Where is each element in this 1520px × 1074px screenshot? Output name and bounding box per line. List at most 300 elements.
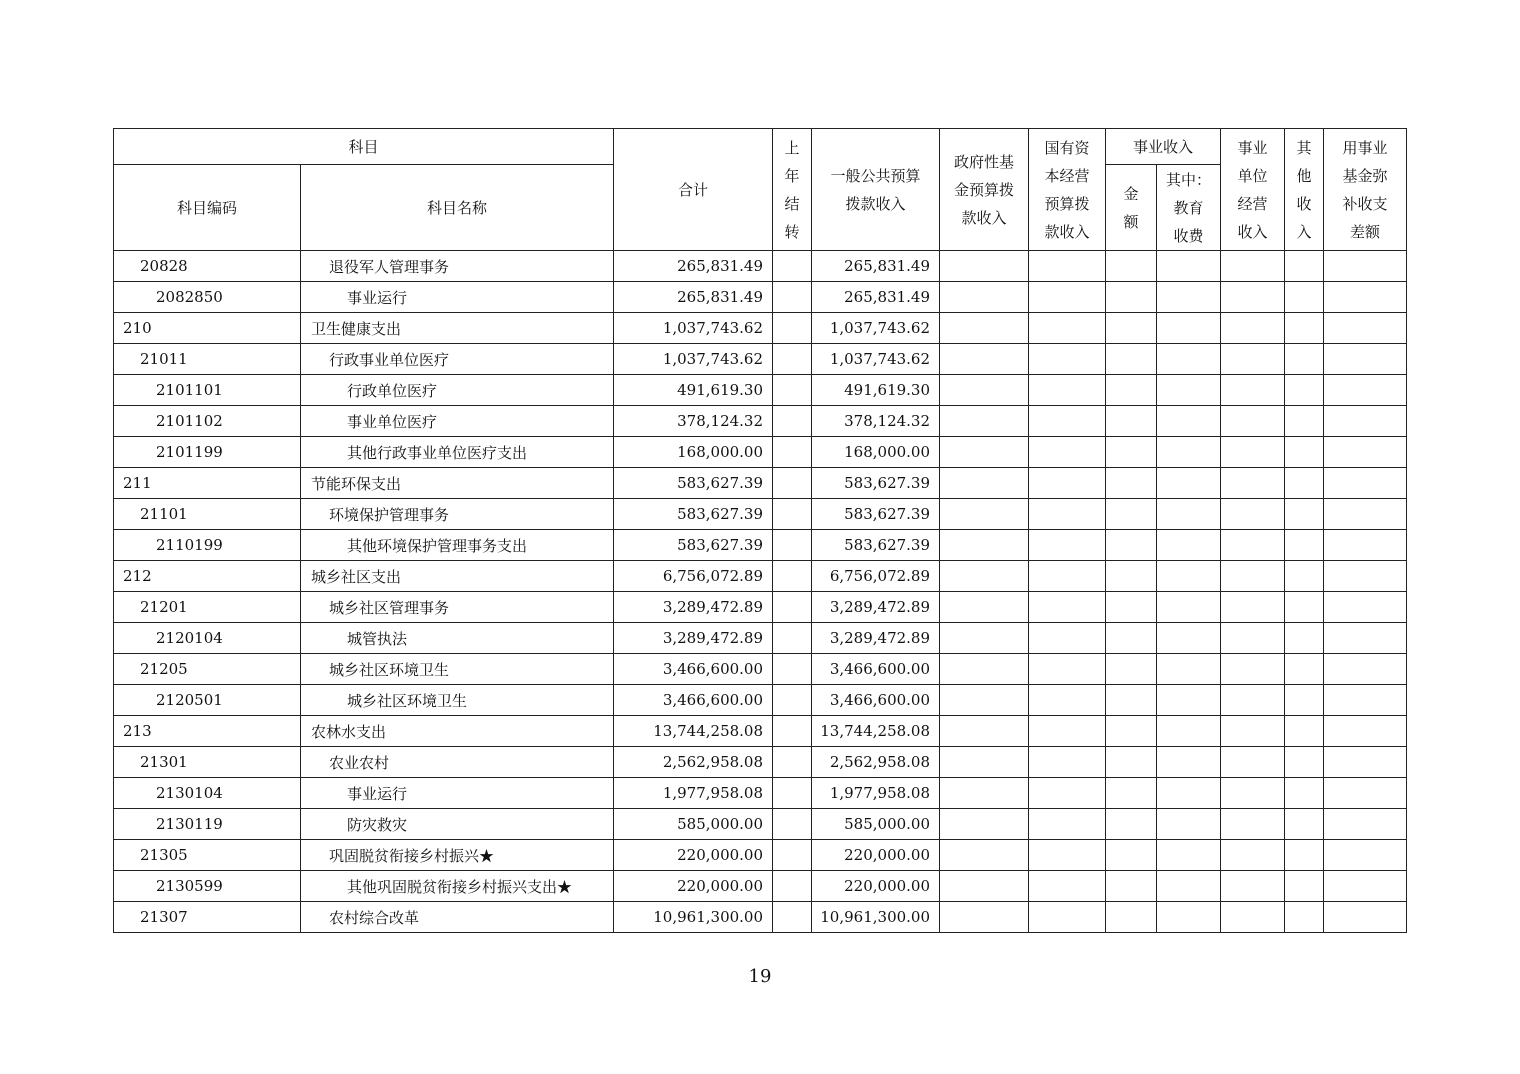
cell-total: 265,831.49 (614, 251, 773, 282)
header-amount (1106, 165, 1157, 251)
cell-other-income (1285, 251, 1324, 282)
cell-other-income (1285, 561, 1324, 592)
cell-general-budget: 378,124.32 (812, 406, 940, 437)
cell-state-capital (1029, 592, 1106, 623)
cell-business-amount (1106, 685, 1157, 716)
cell-subject-name: 行政单位医疗 (301, 375, 614, 406)
cell-general-budget: 10,961,300.00 (812, 902, 940, 933)
header-general-budget-line: 拨款收入 (845, 194, 906, 213)
cell-fund-balance (1324, 623, 1407, 654)
cell-operating-income (1221, 685, 1285, 716)
header-operating-income (1221, 129, 1285, 251)
page-number: 19 (748, 966, 772, 987)
header-subject-name: 科目名称 (301, 165, 614, 251)
cell-business-amount (1106, 282, 1157, 313)
table-body (114, 251, 1407, 933)
table-row (114, 561, 1407, 592)
header-edu-fee-line: 收费 (1173, 226, 1204, 245)
cell-general-budget: 491,619.30 (812, 375, 940, 406)
cell-general-budget: 220,000.00 (812, 840, 940, 871)
cell-state-capital (1029, 809, 1106, 840)
table-row (114, 406, 1407, 437)
cell-total: 583,627.39 (614, 468, 773, 499)
cell-subject-code: 2101101 (114, 375, 301, 406)
cell-other-income (1285, 809, 1324, 840)
cell-business-amount (1106, 375, 1157, 406)
cell-operating-income (1221, 344, 1285, 375)
cell-subject-code: 2130599 (114, 871, 301, 902)
cell-state-capital (1029, 251, 1106, 282)
cell-general-budget: 220,000.00 (812, 871, 940, 902)
cell-state-capital (1029, 468, 1106, 499)
cell-gov-fund (940, 282, 1029, 313)
table-row (114, 592, 1407, 623)
cell-operating-income (1221, 437, 1285, 468)
cell-edu-fee (1157, 716, 1221, 747)
cell-carryover (773, 716, 812, 747)
cell-business-amount (1106, 871, 1157, 902)
cell-fund-balance (1324, 747, 1407, 778)
table-row (114, 344, 1407, 375)
cell-gov-fund (940, 716, 1029, 747)
cell-edu-fee (1157, 685, 1221, 716)
header-fund-balance-line: 用事业 (1342, 138, 1388, 157)
cell-other-income (1285, 654, 1324, 685)
header-subject: 科目 (114, 129, 614, 165)
cell-state-capital (1029, 344, 1106, 375)
header-state-capital-line: 本经营 (1044, 166, 1090, 185)
cell-subject-code: 21201 (114, 592, 301, 623)
cell-other-income (1285, 871, 1324, 902)
cell-gov-fund (940, 251, 1029, 282)
cell-fund-balance (1324, 778, 1407, 809)
header-operating-line: 单位 (1237, 166, 1268, 185)
cell-edu-fee (1157, 406, 1221, 437)
cell-subject-name: 城乡社区环境卫生 (301, 685, 614, 716)
cell-fund-balance (1324, 871, 1407, 902)
cell-business-amount (1106, 747, 1157, 778)
cell-edu-fee (1157, 654, 1221, 685)
cell-total: 3,289,472.89 (614, 592, 773, 623)
cell-fund-balance (1324, 654, 1407, 685)
cell-subject-code: 212 (114, 561, 301, 592)
cell-state-capital (1029, 499, 1106, 530)
header-state-capital-line: 预算拨 (1044, 194, 1090, 213)
cell-operating-income (1221, 592, 1285, 623)
cell-total: 13,744,258.08 (614, 716, 773, 747)
cell-state-capital (1029, 375, 1106, 406)
cell-subject-name: 农林水支出 (301, 716, 614, 747)
cell-edu-fee (1157, 375, 1221, 406)
cell-edu-fee (1157, 344, 1221, 375)
cell-total: 3,466,600.00 (614, 654, 773, 685)
cell-fund-balance (1324, 468, 1407, 499)
header-gov-fund (940, 129, 1029, 251)
cell-state-capital (1029, 902, 1106, 933)
cell-total: 220,000.00 (614, 840, 773, 871)
cell-other-income (1285, 778, 1324, 809)
cell-edu-fee (1157, 437, 1221, 468)
cell-carryover (773, 623, 812, 654)
table-row (114, 437, 1407, 468)
cell-edu-fee (1157, 902, 1221, 933)
cell-gov-fund (940, 623, 1029, 654)
table-row (114, 313, 1407, 344)
cell-general-budget: 3,466,600.00 (812, 654, 940, 685)
cell-subject-code: 211 (114, 468, 301, 499)
cell-general-budget: 583,627.39 (812, 468, 940, 499)
cell-operating-income (1221, 499, 1285, 530)
cell-carryover (773, 437, 812, 468)
cell-gov-fund (940, 747, 1029, 778)
cell-total: 3,466,600.00 (614, 685, 773, 716)
cell-general-budget: 3,289,472.89 (812, 623, 940, 654)
cell-total: 220,000.00 (614, 871, 773, 902)
table-row (114, 716, 1407, 747)
cell-operating-income (1221, 809, 1285, 840)
cell-gov-fund (940, 809, 1029, 840)
cell-subject-code: 210 (114, 313, 301, 344)
cell-state-capital (1029, 654, 1106, 685)
cell-other-income (1285, 716, 1324, 747)
cell-other-income (1285, 344, 1324, 375)
cell-total: 6,756,072.89 (614, 561, 773, 592)
cell-other-income (1285, 282, 1324, 313)
cell-subject-name: 农村综合改革 (301, 902, 614, 933)
cell-other-income (1285, 375, 1324, 406)
cell-carryover (773, 251, 812, 282)
header-fund-balance-line: 差额 (1350, 222, 1381, 241)
cell-state-capital (1029, 778, 1106, 809)
cell-subject-name: 城管执法 (301, 623, 614, 654)
cell-subject-code: 21205 (114, 654, 301, 685)
cell-subject-name: 其他环境保护管理事务支出 (301, 530, 614, 561)
cell-business-amount (1106, 499, 1157, 530)
cell-business-amount (1106, 592, 1157, 623)
cell-subject-code: 2110199 (114, 530, 301, 561)
cell-edu-fee (1157, 623, 1221, 654)
table-row (114, 840, 1407, 871)
cell-fund-balance (1324, 406, 1407, 437)
cell-other-income (1285, 406, 1324, 437)
cell-fund-balance (1324, 902, 1407, 933)
cell-carryover (773, 685, 812, 716)
cell-gov-fund (940, 840, 1029, 871)
header-general-budget-line: 一般公共预算 (830, 166, 921, 185)
table-header (114, 129, 1407, 251)
cell-fund-balance (1324, 530, 1407, 561)
cell-total: 491,619.30 (614, 375, 773, 406)
cell-other-income (1285, 530, 1324, 561)
cell-edu-fee (1157, 747, 1221, 778)
cell-carryover (773, 344, 812, 375)
cell-subject-name: 巩固脱贫衔接乡村振兴★ (301, 840, 614, 871)
header-operating-line: 经营 (1237, 194, 1268, 213)
header-general-budget (812, 129, 940, 251)
header-carryover-line: 转 (784, 222, 800, 241)
header-state-capital-line: 国有资 (1044, 138, 1090, 157)
header-other-line: 收 (1296, 194, 1312, 213)
cell-general-budget: 3,466,600.00 (812, 685, 940, 716)
cell-edu-fee (1157, 313, 1221, 344)
cell-business-amount (1106, 902, 1157, 933)
table-row (114, 871, 1407, 902)
cell-edu-fee (1157, 778, 1221, 809)
cell-business-amount (1106, 468, 1157, 499)
header-other-income (1285, 129, 1324, 251)
cell-edu-fee (1157, 282, 1221, 313)
cell-subject-code: 2120104 (114, 623, 301, 654)
cell-carryover (773, 902, 812, 933)
header-carryover-line: 上 (784, 138, 800, 157)
cell-total: 168,000.00 (614, 437, 773, 468)
cell-other-income (1285, 437, 1324, 468)
header-other-line: 入 (1296, 222, 1312, 241)
cell-subject-code: 2082850 (114, 282, 301, 313)
cell-carryover (773, 654, 812, 685)
header-carryover-line: 年 (784, 166, 800, 185)
cell-operating-income (1221, 375, 1285, 406)
cell-business-amount (1106, 778, 1157, 809)
cell-gov-fund (940, 468, 1029, 499)
header-edu-fee-line: 其中： (1166, 170, 1212, 189)
cell-edu-fee (1157, 561, 1221, 592)
cell-subject-name: 行政事业单位医疗 (301, 344, 614, 375)
cell-other-income (1285, 313, 1324, 344)
cell-fund-balance (1324, 251, 1407, 282)
cell-gov-fund (940, 313, 1029, 344)
cell-total: 1,037,743.62 (614, 344, 773, 375)
cell-subject-code: 21301 (114, 747, 301, 778)
header-state-capital (1029, 129, 1106, 251)
table-row (114, 809, 1407, 840)
table-row (114, 282, 1407, 313)
table-row (114, 468, 1407, 499)
cell-subject-code: 2120501 (114, 685, 301, 716)
cell-fund-balance (1324, 840, 1407, 871)
cell-operating-income (1221, 716, 1285, 747)
cell-general-budget: 1,037,743.62 (812, 313, 940, 344)
table-row (114, 654, 1407, 685)
cell-edu-fee (1157, 251, 1221, 282)
cell-carryover (773, 840, 812, 871)
cell-fund-balance (1324, 809, 1407, 840)
cell-carryover (773, 592, 812, 623)
cell-subject-name: 节能环保支出 (301, 468, 614, 499)
header-gov-fund-line: 金预算拨 (954, 180, 1015, 199)
cell-operating-income (1221, 406, 1285, 437)
cell-edu-fee (1157, 871, 1221, 902)
cell-gov-fund (940, 871, 1029, 902)
table-row (114, 375, 1407, 406)
cell-gov-fund (940, 406, 1029, 437)
cell-general-budget: 585,000.00 (812, 809, 940, 840)
cell-carryover (773, 871, 812, 902)
table-row (114, 623, 1407, 654)
cell-general-budget: 265,831.49 (812, 251, 940, 282)
table-row (114, 685, 1407, 716)
header-operating-line: 事业 (1237, 138, 1268, 157)
cell-fund-balance (1324, 375, 1407, 406)
cell-fund-balance (1324, 437, 1407, 468)
cell-other-income (1285, 840, 1324, 871)
header-state-capital-line: 款收入 (1044, 222, 1090, 241)
cell-business-amount (1106, 623, 1157, 654)
cell-other-income (1285, 902, 1324, 933)
cell-subject-code: 21101 (114, 499, 301, 530)
cell-edu-fee (1157, 499, 1221, 530)
cell-operating-income (1221, 654, 1285, 685)
cell-carryover (773, 747, 812, 778)
cell-operating-income (1221, 561, 1285, 592)
cell-business-amount (1106, 561, 1157, 592)
header-fund-balance (1324, 129, 1407, 251)
header-carryover (773, 129, 812, 251)
cell-gov-fund (940, 778, 1029, 809)
cell-operating-income (1221, 530, 1285, 561)
cell-fund-balance (1324, 313, 1407, 344)
cell-edu-fee (1157, 468, 1221, 499)
cell-gov-fund (940, 685, 1029, 716)
table-row (114, 530, 1407, 561)
cell-state-capital (1029, 561, 1106, 592)
cell-operating-income (1221, 623, 1285, 654)
cell-total: 265,831.49 (614, 282, 773, 313)
cell-general-budget: 583,627.39 (812, 499, 940, 530)
table-row (114, 747, 1407, 778)
cell-state-capital (1029, 685, 1106, 716)
cell-subject-name: 城乡社区支出 (301, 561, 614, 592)
cell-state-capital (1029, 530, 1106, 561)
cell-subject-name: 城乡社区管理事务 (301, 592, 614, 623)
header-fund-balance-line: 基金弥 (1342, 166, 1388, 185)
cell-other-income (1285, 747, 1324, 778)
cell-other-income (1285, 468, 1324, 499)
budget-table (113, 128, 1407, 933)
cell-gov-fund (940, 375, 1029, 406)
cell-operating-income (1221, 778, 1285, 809)
cell-subject-name: 其他行政事业单位医疗支出 (301, 437, 614, 468)
cell-carryover (773, 375, 812, 406)
cell-operating-income (1221, 747, 1285, 778)
cell-carryover (773, 778, 812, 809)
cell-subject-code: 2130119 (114, 809, 301, 840)
cell-operating-income (1221, 468, 1285, 499)
cell-edu-fee (1157, 840, 1221, 871)
cell-subject-name: 农业农村 (301, 747, 614, 778)
header-other-line: 其 (1296, 138, 1312, 157)
cell-carryover (773, 499, 812, 530)
cell-business-amount (1106, 530, 1157, 561)
cell-operating-income (1221, 251, 1285, 282)
header-edu-fee (1157, 165, 1221, 251)
cell-fund-balance (1324, 282, 1407, 313)
cell-edu-fee (1157, 592, 1221, 623)
cell-carryover (773, 282, 812, 313)
cell-business-amount (1106, 809, 1157, 840)
cell-business-amount (1106, 251, 1157, 282)
cell-subject-code: 213 (114, 716, 301, 747)
cell-state-capital (1029, 437, 1106, 468)
cell-other-income (1285, 592, 1324, 623)
cell-general-budget: 3,289,472.89 (812, 592, 940, 623)
header-gov-fund-line: 款收入 (961, 208, 1007, 227)
cell-other-income (1285, 623, 1324, 654)
header-fund-balance-line: 补收支 (1342, 194, 1388, 213)
cell-general-budget: 583,627.39 (812, 530, 940, 561)
cell-fund-balance (1324, 592, 1407, 623)
cell-subject-code: 2130104 (114, 778, 301, 809)
cell-operating-income (1221, 902, 1285, 933)
cell-general-budget: 1,977,958.08 (812, 778, 940, 809)
table-row (114, 902, 1407, 933)
cell-gov-fund (940, 654, 1029, 685)
cell-state-capital (1029, 716, 1106, 747)
header-carryover-line: 结 (784, 194, 800, 213)
cell-gov-fund (940, 592, 1029, 623)
cell-carryover (773, 530, 812, 561)
cell-business-amount (1106, 654, 1157, 685)
cell-subject-name: 退役军人管理事务 (301, 251, 614, 282)
cell-general-budget: 265,831.49 (812, 282, 940, 313)
cell-state-capital (1029, 840, 1106, 871)
cell-gov-fund (940, 344, 1029, 375)
cell-state-capital (1029, 282, 1106, 313)
cell-fund-balance (1324, 561, 1407, 592)
header-business-income: 事业收入 (1106, 129, 1221, 165)
cell-general-budget: 6,756,072.89 (812, 561, 940, 592)
header-gov-fund-line: 政府性基 (954, 152, 1015, 171)
cell-business-amount (1106, 437, 1157, 468)
cell-carryover (773, 561, 812, 592)
header-operating-line: 收入 (1237, 222, 1268, 241)
cell-subject-code: 21307 (114, 902, 301, 933)
cell-total: 1,037,743.62 (614, 313, 773, 344)
cell-state-capital (1029, 406, 1106, 437)
cell-carryover (773, 406, 812, 437)
header-other-line: 他 (1296, 166, 1312, 185)
cell-operating-income (1221, 871, 1285, 902)
cell-subject-code: 21305 (114, 840, 301, 871)
header-amount-line: 金 (1123, 184, 1139, 203)
cell-subject-name: 防灾救灾 (301, 809, 614, 840)
cell-fund-balance (1324, 685, 1407, 716)
cell-general-budget: 2,562,958.08 (812, 747, 940, 778)
cell-gov-fund (940, 499, 1029, 530)
cell-total: 2,562,958.08 (614, 747, 773, 778)
table-row (114, 778, 1407, 809)
header-subject-code: 科目编码 (114, 165, 301, 251)
cell-subject-name: 事业单位医疗 (301, 406, 614, 437)
cell-business-amount (1106, 840, 1157, 871)
cell-state-capital (1029, 313, 1106, 344)
cell-business-amount (1106, 716, 1157, 747)
cell-other-income (1285, 499, 1324, 530)
cell-total: 583,627.39 (614, 530, 773, 561)
cell-fund-balance (1324, 716, 1407, 747)
table-row (114, 499, 1407, 530)
header-amount-line: 额 (1123, 212, 1139, 231)
cell-subject-code: 20828 (114, 251, 301, 282)
cell-operating-income (1221, 313, 1285, 344)
cell-gov-fund (940, 530, 1029, 561)
cell-gov-fund (940, 437, 1029, 468)
header-total: 合计 (614, 129, 773, 251)
budget-table-container (113, 128, 1407, 933)
table-row (114, 251, 1407, 282)
cell-business-amount (1106, 344, 1157, 375)
cell-general-budget: 13,744,258.08 (812, 716, 940, 747)
